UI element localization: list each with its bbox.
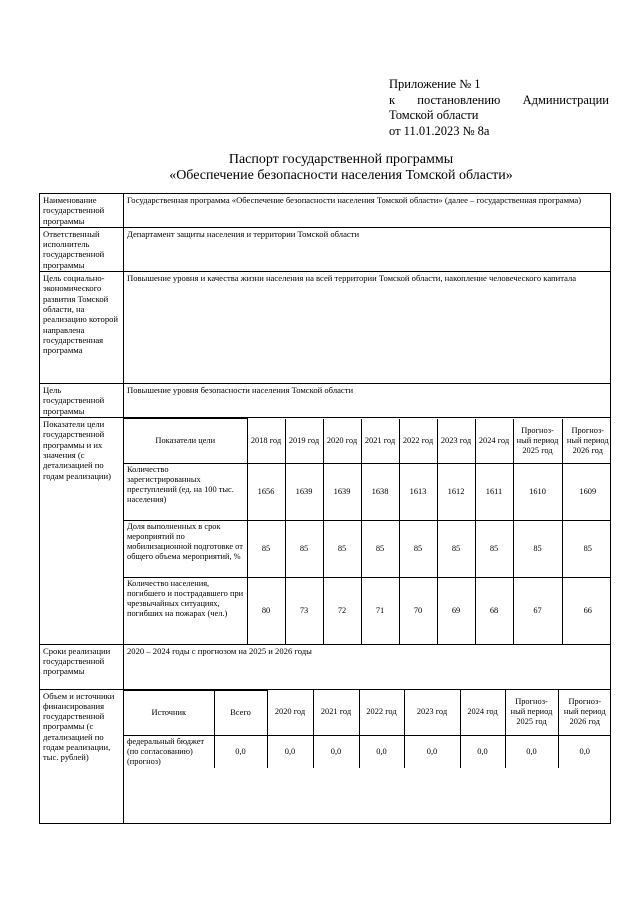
indicators-header-name: Показатели цели bbox=[124, 419, 247, 464]
indicator-value: 85 bbox=[437, 521, 475, 578]
finance-header-year: 2022 год bbox=[359, 690, 404, 735]
indicator-name: Количество зарегистрированных преступлений (ед. на 100 тыс. населения) bbox=[124, 464, 247, 521]
finance-value: 0,0 bbox=[313, 735, 359, 768]
indicator-row bbox=[124, 521, 611, 578]
finance-value: 0,0 bbox=[558, 735, 611, 768]
finance-cell bbox=[124, 689, 611, 823]
indicators-cell bbox=[124, 418, 611, 645]
label-goal: Цель государственной программы bbox=[40, 384, 124, 418]
finance-value: 0,0 bbox=[359, 735, 404, 768]
finance-table bbox=[124, 690, 611, 768]
indicator-name: Количество населения, погибшего и пострадавшего при чрезвычайных ситуациях, погибших на пожарах (чел.) bbox=[127, 579, 244, 619]
indicator-value: 69 bbox=[437, 578, 475, 644]
indicator-value: 73 bbox=[285, 578, 323, 644]
indicator-value: 85 bbox=[323, 521, 361, 578]
passport-table bbox=[39, 193, 611, 824]
value-program-name: Государственная программа «Обеспечение безопасности населения Томской области» (далее – государственная программа) bbox=[124, 194, 611, 228]
row-finance bbox=[40, 689, 611, 823]
appendix-line-4: от 11.01.2023 № 8а bbox=[389, 123, 490, 138]
finance-value: 0,0 bbox=[267, 735, 313, 768]
appendix-word-k: к bbox=[389, 92, 396, 107]
indicators-header-year: 2022 год bbox=[399, 419, 437, 464]
finance-header-forecast: Прогноз-ный период 2026 год bbox=[558, 690, 611, 735]
indicator-value: 70 bbox=[399, 578, 437, 644]
indicators-header-forecast: Прогноз-ный период 2025 год bbox=[513, 419, 562, 464]
row-executor bbox=[40, 227, 611, 271]
indicators-header-year: 2020 год bbox=[323, 419, 361, 464]
row-indicators bbox=[40, 418, 611, 645]
indicator-value: 85 bbox=[513, 521, 562, 578]
appendix-line-3: Томской области bbox=[389, 108, 479, 122]
row-goal bbox=[40, 384, 611, 418]
indicator-row bbox=[124, 578, 611, 644]
indicators-header-year: 2024 год bbox=[475, 419, 513, 464]
indicator-value: 85 bbox=[247, 521, 285, 578]
indicator-value: 80 bbox=[247, 578, 285, 644]
indicators-header-year: 2023 год bbox=[437, 419, 475, 464]
value-executor: Департамент защиты населения и территории Томской области bbox=[124, 227, 611, 271]
indicator-value: 1639 bbox=[323, 464, 361, 521]
value-terms: 2020 – 2024 годы с прогнозом на 2025 и 2026 годы bbox=[124, 644, 611, 689]
label-executor: Ответственный исполнитель государственной программы bbox=[40, 227, 124, 271]
indicator-value: 1638 bbox=[361, 464, 399, 521]
indicator-value: 85 bbox=[475, 521, 513, 578]
row-terms bbox=[40, 644, 611, 689]
indicator-value: 71 bbox=[361, 578, 399, 644]
label-program-name: Наименование государственной программы bbox=[40, 194, 124, 228]
finance-header-forecast: Прогноз-ный период 2025 год bbox=[505, 690, 558, 735]
indicator-value: 1612 bbox=[437, 464, 475, 521]
indicator-value: 72 bbox=[323, 578, 361, 644]
appendix-block bbox=[389, 77, 609, 139]
finance-header-year: 2021 год bbox=[313, 690, 359, 735]
indicators-header-forecast: Прогноз-ный период 2026 год bbox=[562, 419, 611, 464]
title-line-2: «Обеспечение безопасности населения Томской области» bbox=[169, 168, 513, 183]
indicators-header-year: 2018 год bbox=[247, 419, 285, 464]
label-finance: Объем и источники финансирования государственной программы (с детализацией по годам реализации, тыс. рублей) bbox=[40, 689, 124, 823]
finance-total: 0,0 bbox=[214, 735, 267, 768]
finance-value: 0,0 bbox=[460, 735, 505, 768]
indicators-header-row bbox=[124, 419, 611, 464]
appendix-line-1: Приложение № 1 bbox=[389, 77, 481, 91]
indicator-value: 85 bbox=[361, 521, 399, 578]
label-indicators: Показатели цели государственной программы и их значения (с детализацией по годам реализации) bbox=[40, 418, 124, 645]
indicator-value: 67 bbox=[513, 578, 562, 644]
indicator-row bbox=[124, 464, 611, 521]
indicators-table bbox=[124, 418, 611, 644]
finance-value: 0,0 bbox=[404, 735, 460, 768]
indicator-value: 66 bbox=[562, 578, 611, 644]
finance-source: федеральный бюджет (по согласованию) (прогноз) bbox=[127, 736, 205, 766]
finance-header-year: 2023 год bbox=[404, 690, 460, 735]
indicator-value: 85 bbox=[562, 521, 611, 578]
indicator-value: 1611 bbox=[475, 464, 513, 521]
finance-row bbox=[124, 735, 611, 768]
label-terms: Сроки реализации государственной программы bbox=[40, 644, 124, 689]
title-line-1: Паспорт государственной программы bbox=[228, 152, 454, 167]
label-goal-social: Цель социально-экономического развития Томской области, на реализацию которой направлена государственная программа bbox=[40, 272, 124, 384]
indicator-value: 1610 bbox=[513, 464, 562, 521]
indicator-value: 1639 bbox=[285, 464, 323, 521]
row-program-name bbox=[40, 194, 611, 228]
indicator-name: Доля выполненных в срок мероприятий по мобилизационной подготовке от общего объема мероприятий, % bbox=[124, 521, 247, 578]
document-title bbox=[0, 152, 640, 184]
finance-header-year: 2020 год bbox=[267, 690, 313, 735]
value-goal: Повышение уровня безопасности населения Томской области bbox=[124, 384, 611, 418]
finance-header-row bbox=[124, 690, 611, 735]
indicators-header-year: 2021 год bbox=[361, 419, 399, 464]
finance-value: 0,0 bbox=[505, 735, 558, 768]
indicators-header-year: 2019 год bbox=[285, 419, 323, 464]
indicator-value: 68 bbox=[475, 578, 513, 644]
indicator-value: 1613 bbox=[399, 464, 437, 521]
indicator-value: 85 bbox=[285, 521, 323, 578]
finance-header-source: Источник bbox=[124, 690, 214, 735]
appendix-word-resolution: постановлению bbox=[417, 92, 501, 107]
appendix-word-administration: Администрации bbox=[522, 92, 609, 107]
finance-header-total: Всего bbox=[214, 690, 267, 735]
value-goal-social: Повышение уровня и качества жизни населения на всей территории Томской области, накопление человеческого капитала bbox=[124, 272, 611, 384]
finance-header-year: 2024 год bbox=[460, 690, 505, 735]
indicator-value: 1609 bbox=[562, 464, 611, 521]
indicator-value: 85 bbox=[399, 521, 437, 578]
row-goal-social bbox=[40, 272, 611, 384]
appendix-line-2 bbox=[389, 93, 609, 109]
indicator-value: 1656 bbox=[247, 464, 285, 521]
